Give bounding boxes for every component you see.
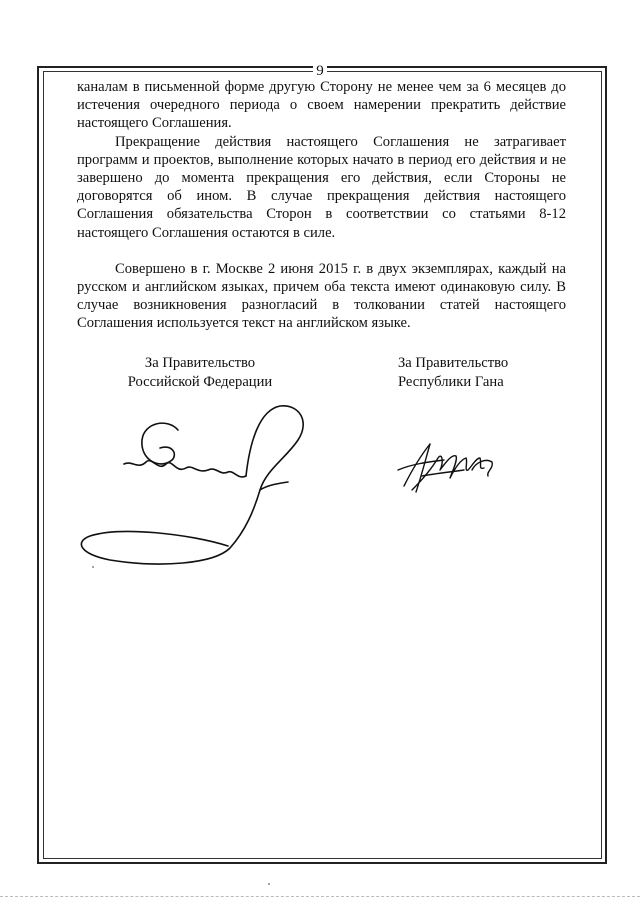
scan-edge-line <box>0 896 640 897</box>
paragraph-termination: Прекращение действия настоящего Соглашения не затрагивает программ и проектов, выполнение которых начато в период его действия и не завершено до момента прекращения его действия, если Стороны не договорятся об ином. В случае прекращения действия настоящего Соглашения обязательства Сторон в соответствии со статьями 8-12 настоящего Соглашения остаются в силе. <box>77 133 566 241</box>
signatory-russia <box>115 354 285 391</box>
signatory-ghana-line1: За Правительство <box>398 355 509 371</box>
page-number-text: 9 <box>313 63 327 79</box>
paragraph-done-at: Совершено в г. Москве 2 июня 2015 г. в двух экземплярах, каждый на русском и английском языках, причем оба текста имеют одинаковую силу. В случае возникновения разногласий в толковании статей настоящего Соглашения используется текст на английском языке. <box>77 260 566 332</box>
document-body <box>77 78 566 333</box>
signatory-russia-line2: Российской Федерации <box>127 373 273 390</box>
signatory-ghana <box>398 354 558 391</box>
signature-russia <box>60 400 320 590</box>
signature-ghana <box>392 440 502 500</box>
page-number <box>0 63 640 79</box>
signatory-russia-line1: За Правительство <box>144 355 256 371</box>
scan-speck <box>268 883 270 885</box>
scan-speck <box>92 566 94 568</box>
signatory-ghana-line2: Республики Гана <box>398 373 504 390</box>
paragraph-continuation: каналам в письменной форме другую Сторону не менее чем за 6 месяцев до истечения очередного периода о своем намерении прекратить действие настоящего Соглашения. <box>77 79 566 132</box>
